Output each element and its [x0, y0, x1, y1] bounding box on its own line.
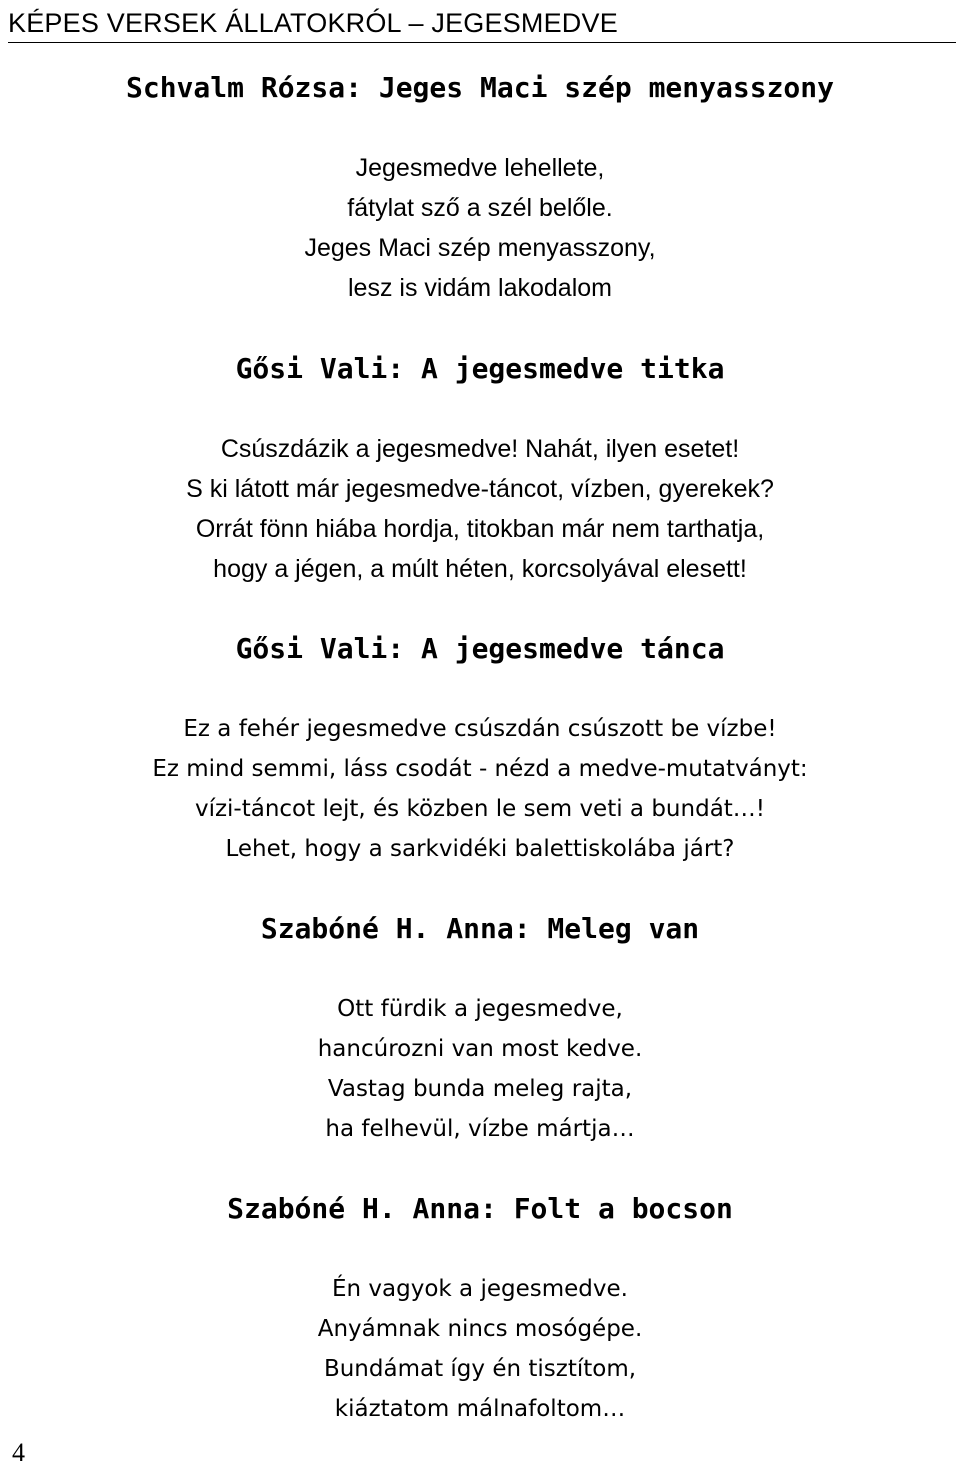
- poem-line: vízi-táncot lejt, és közben le sem veti a bundát…!: [194, 796, 766, 822]
- poem-title-2: Gősi Vali: A jegesmedve titka: [235, 352, 725, 385]
- poem-line: hancúrozni van most kedve.: [317, 1036, 643, 1062]
- poem-line: Én vagyok a jegesmedve.: [332, 1276, 628, 1302]
- poem-line: Ez a fehér jegesmedve csúszdán csúszott be vízbe!: [183, 716, 777, 742]
- page-number: 4: [12, 1438, 25, 1467]
- poem-line: Ez mind semmi, láss csodát - nézd a medve-mutatványt:: [152, 756, 808, 782]
- poem-body-3: [0, 709, 960, 869]
- poem-line: fátylat sző a szél belőle.: [347, 194, 613, 222]
- page-header: [8, 6, 956, 43]
- poem-line: Csúszdázik a jegesmedve! Nahát, ilyen esetet!: [220, 435, 740, 463]
- poem-line: lesz is vidám lakodalom: [348, 274, 612, 302]
- header-title: KÉPES VERSEK ÁLLATOKRÓL – JEGESMEDVE: [8, 8, 618, 38]
- poem-title-3: Gősi Vali: A jegesmedve tánca: [235, 632, 725, 665]
- poem-line: Anyámnak nincs mosógépe.: [317, 1316, 643, 1342]
- poem-body-4: [0, 989, 960, 1149]
- poem-line: ha felhevül, vízbe mártja…: [325, 1116, 635, 1142]
- poem-line: Bundámat így én tisztítom,: [323, 1356, 637, 1382]
- poem-line: Jeges Maci szép menyasszony,: [304, 234, 656, 262]
- poem-line: Lehet, hogy a sarkvidéki balettiskolába járt?: [225, 836, 735, 862]
- poem-line: kiáztatom málnafoltom…: [334, 1396, 626, 1422]
- poem-body-1: [0, 148, 960, 308]
- poem-title-1: Schvalm Rózsa: Jeges Maci szép menyasszony: [125, 71, 834, 104]
- poem-body-5: [0, 1269, 960, 1429]
- poem-body-2: [0, 429, 960, 589]
- poem-line: Jegesmedve lehellete,: [355, 154, 605, 182]
- poem-title-5: Szabóné H. Anna: Folt a bocson: [227, 1192, 733, 1225]
- poem-line: Vastag bunda meleg rajta,: [327, 1076, 633, 1102]
- poem-line: S ki látott már jegesmedve-táncot, vízben, gyerekek?: [186, 475, 774, 503]
- poem-collection: [0, 66, 960, 1429]
- poem-line: Orrát fönn hiába hordja, titokban már nem tarthatja,: [195, 515, 765, 543]
- poem-line: Ott fürdik a jegesmedve,: [337, 996, 623, 1022]
- poem-line: hogy a jégen, a múlt héten, korcsolyával elesett!: [213, 555, 747, 583]
- poem-title-4: Szabóné H. Anna: Meleg van: [260, 912, 700, 945]
